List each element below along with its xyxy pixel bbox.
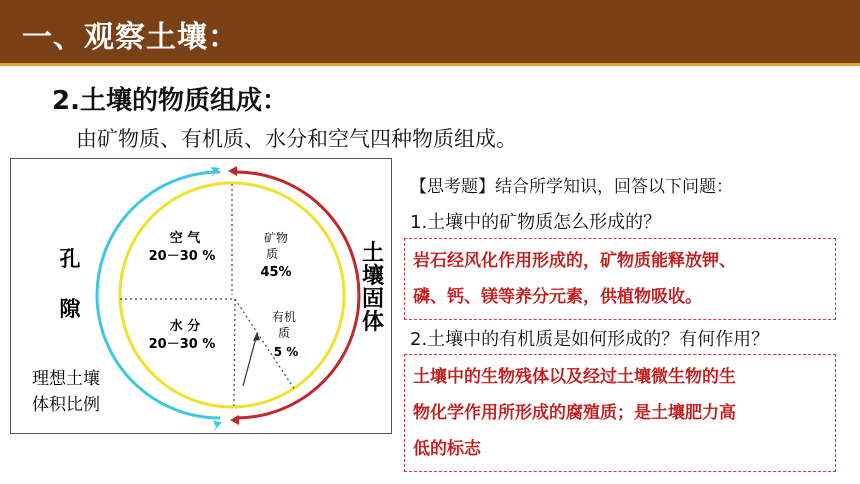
soil-composition-diagram <box>10 158 392 434</box>
answer-box-2 <box>404 354 836 472</box>
mineral-name-2: 质 <box>265 247 279 261</box>
mineral-value: 45% <box>260 265 292 280</box>
answer-1-line-2: 磷、钙、镁等养分元素，供植物吸收。 <box>413 287 702 307</box>
organic-name-1: 有机 <box>271 310 297 324</box>
question-2: 2.土壤中的有机质是如何形成的？有何作用？ <box>410 329 770 350</box>
answer-2-line-2: 物化学作用所形成的腐殖质；是土壤肥力高 <box>413 403 736 423</box>
section-subtitle: 2.土壤的物质组成： <box>52 86 288 116</box>
organic-name-2: 质 <box>277 326 291 340</box>
mineral-name-1: 矿物 <box>263 231 289 245</box>
caption-line-2: 体积比例 <box>32 395 100 415</box>
solid-label-3: 固 <box>361 287 385 312</box>
think-question-heading: 【思考题】结合所学知识，回答以下问题： <box>410 177 733 197</box>
pore-label-1: 孔 <box>59 247 81 271</box>
question-1: 1.土壤中的矿物质怎么形成的？ <box>410 212 662 233</box>
organic-value: 5 % <box>273 345 299 359</box>
water-name: 水 分 <box>169 319 201 334</box>
caption-line-1: 理想土壤 <box>32 369 100 389</box>
answer-2-line-3: 低的标志 <box>413 439 481 459</box>
title-bar <box>0 0 860 66</box>
intro-text: 由矿物质、有机质、水分和空气四种物质组成。 <box>76 127 517 151</box>
pore-label-2: 隙 <box>59 297 81 321</box>
answer-box-1 <box>404 238 836 320</box>
air-name: 空 气 <box>169 231 201 246</box>
air-range: 20－30 % <box>148 249 216 264</box>
slide-title: 一、观察土壤： <box>22 20 239 55</box>
answer-2-line-1: 土壤中的生物残体以及经过土壤微生物的生 <box>413 367 736 387</box>
answer-1-line-1: 岩石经风化作用形成的，矿物质能释放钾、 <box>413 251 736 271</box>
solid-label-4: 体 <box>361 310 385 335</box>
diagram-frame <box>11 159 392 434</box>
water-range: 20－30 % <box>148 337 216 352</box>
solid-label-2: 壤 <box>361 264 385 289</box>
solid-label-1: 土 <box>361 241 385 266</box>
